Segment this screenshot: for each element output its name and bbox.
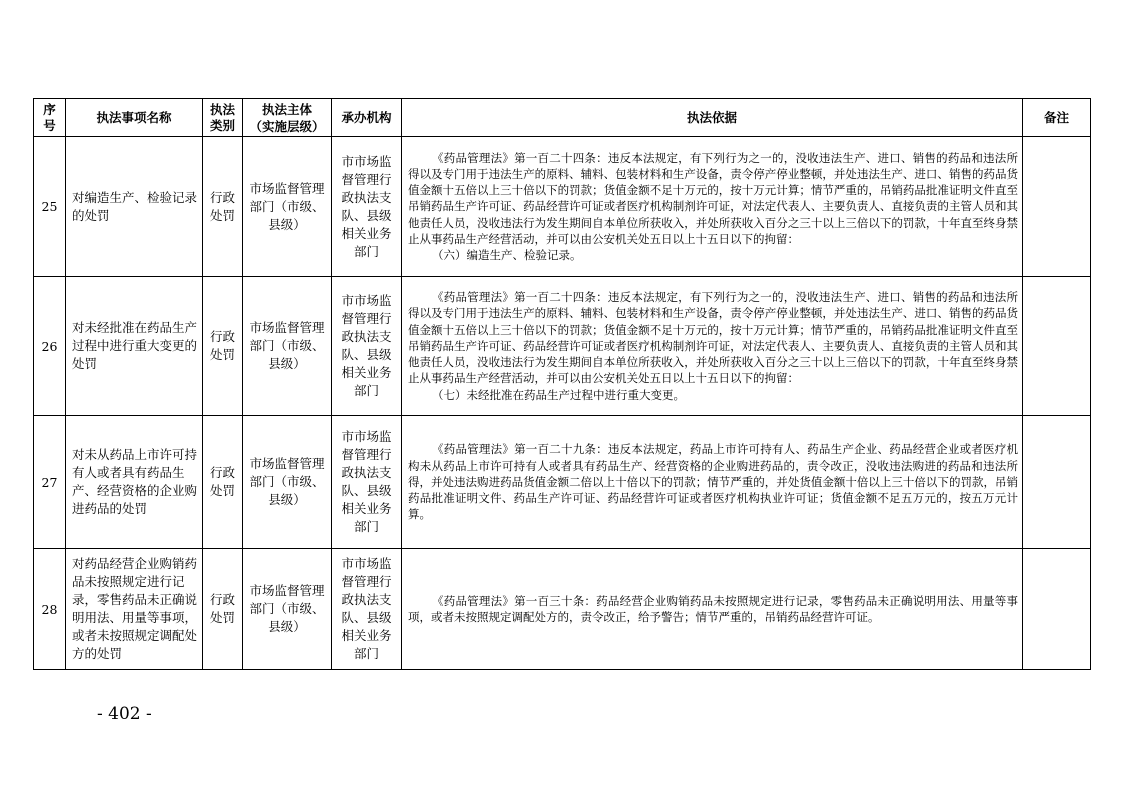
note [1023, 549, 1091, 670]
note [1023, 416, 1091, 549]
enforcement-table [33, 98, 1091, 670]
header-note: 备注 [1023, 99, 1091, 137]
enforcement-subject: 市场监督管理部门（市级、县级） [243, 277, 332, 416]
table-row [34, 416, 1091, 549]
legal-basis [402, 137, 1023, 277]
legal-basis-text: 《药品管理法》第一百二十四条：违反本法规定，有下列行为之一的，没收违法生产、进口、销售的药品和违法所得以及专门用于违法生产的原料、辅料、包装材料和生产设备，责令停产停业整顿，并处违法生产、进口、销售的药品货值金额十五倍以上三十倍以下的罚款；货值金额不足十万元的，按十万元计算；情节严重的，吊销药品批准证明文件直至吊销药品生产许可证、药品经营许可证或者医疗机构制剂许可证，对法定代表人、主要负责人、直接负责的主管人员和其他责任人员，没收违法行为发生期间自本单位所获收入，并处所获收入百分之三十以上三倍以下的罚款，十年直至终身禁止从事药品生产经营活动，并可以由公安机关处五日以上十五日以下的拘留： [408, 290, 1018, 386]
handling-org: 市市场监督管理行政执法支队、县级相关业务部门 [332, 277, 402, 416]
enforcement-subject: 市场监督管理部门（市级、县级） [243, 549, 332, 670]
item-name: 对未经批准在药品生产过程中进行重大变更的处罚 [66, 277, 203, 416]
page-number: - 402 - [97, 704, 152, 724]
item-name: 对未从药品上市许可持有人或者具有药品生产、经营资格的企业购进药品的处罚 [66, 416, 203, 549]
header-type: 执法类别 [203, 99, 243, 137]
legal-basis [402, 549, 1023, 670]
row-number: 28 [34, 549, 66, 670]
header-org: 承办机构 [332, 99, 402, 137]
legal-basis-text: 《药品管理法》第一百二十九条：违反本法规定，药品上市许可持有人、药品生产企业、药品经营企业或者医疗机构未从药品上市许可持有人或者具有药品生产、经营资格的企业购进药品的，责令改正，没收违法购进的药品和违法所得，并处违法购进药品货值金额二倍以上十倍以下的罚款；情节严重的，并处货值金额十倍以上三十倍以下的罚款，吊销药品批准证明文件、药品生产许可证、药品经营许可证或者医疗机构执业许可证；货值金额不足五万元的，按五万元计算。 [408, 442, 1018, 522]
item-name: 对编造生产、检验记录的处罚 [66, 137, 203, 277]
row-number: 26 [34, 277, 66, 416]
header-row [34, 99, 1091, 137]
note [1023, 137, 1091, 277]
enforcement-subject: 市场监督管理部门（市级、县级） [243, 416, 332, 549]
header-subject-line1: 执法主体 [261, 101, 312, 117]
legal-basis-text: 《药品管理法》第一百二十四条：违反本法规定，有下列行为之一的，没收违法生产、进口、销售的药品和违法所得以及专门用于违法生产的原料、辅料、包装材料和生产设备，责令停产停业整顿，并处违法生产、进口、销售的药品货值金额十五倍以上三十倍以下的罚款；货值金额不足十万元的，按十万元计算；情节严重的，吊销药品批准证明文件直至吊销药品生产许可证、药品经营许可证或者医疗机构制剂许可证，对法定代表人、主要负责人、直接负责的主管人员和其他责任人员，没收违法行为发生期间自本单位所获收入，并处所获收入百分之三十以上三倍以下的罚款，十年直至终身禁止从事药品生产经营活动，并可以由公安机关处五日以上十五日以下的拘留： [408, 150, 1018, 246]
enforcement-type: 行政处罚 [203, 137, 243, 277]
header-name: 执法事项名称 [66, 99, 203, 137]
enforcement-subject: 市场监督管理部门（市级、县级） [243, 137, 332, 277]
legal-basis [402, 277, 1023, 416]
header-subject [243, 99, 332, 137]
legal-basis-item: （七）未经批准在药品生产过程中进行重大变更。 [432, 387, 685, 402]
header-basis: 执法依据 [402, 99, 1023, 137]
note [1023, 277, 1091, 416]
enforcement-type: 行政处罚 [203, 416, 243, 549]
legal-basis-item: （六）编造生产、检验记录。 [432, 248, 582, 262]
legal-basis [402, 416, 1023, 549]
row-number: 27 [34, 416, 66, 549]
table-row [34, 549, 1091, 670]
enforcement-type: 行政处罚 [203, 549, 243, 670]
item-name: 对药品经营企业购销药品未按照规定进行记录，零售药品未正确说明用法、用量等事项，或者未按照规定调配处方的处罚 [66, 549, 203, 670]
legal-basis-text: 《药品管理法》第一百三十条：药品经营企业购销药品未按照规定进行记录，零售药品未正确说明用法、用量等事项，或者未按照规定调配处方的，责令改正，给予警告；情节严重的，吊销药品经营许可证。 [408, 593, 1018, 624]
handling-org: 市市场监督管理行政执法支队、县级相关业务部门 [332, 549, 402, 670]
table-row [34, 277, 1091, 416]
header-subject-line2: （实施层级） [249, 118, 325, 134]
enforcement-type: 行政处罚 [203, 277, 243, 416]
header-no: 序号 [34, 99, 66, 137]
row-number: 25 [34, 137, 66, 277]
handling-org: 市市场监督管理行政执法支队、县级相关业务部门 [332, 416, 402, 549]
table-row [34, 137, 1091, 277]
handling-org: 市市场监督管理行政执法支队、县级相关业务部门 [332, 137, 402, 277]
